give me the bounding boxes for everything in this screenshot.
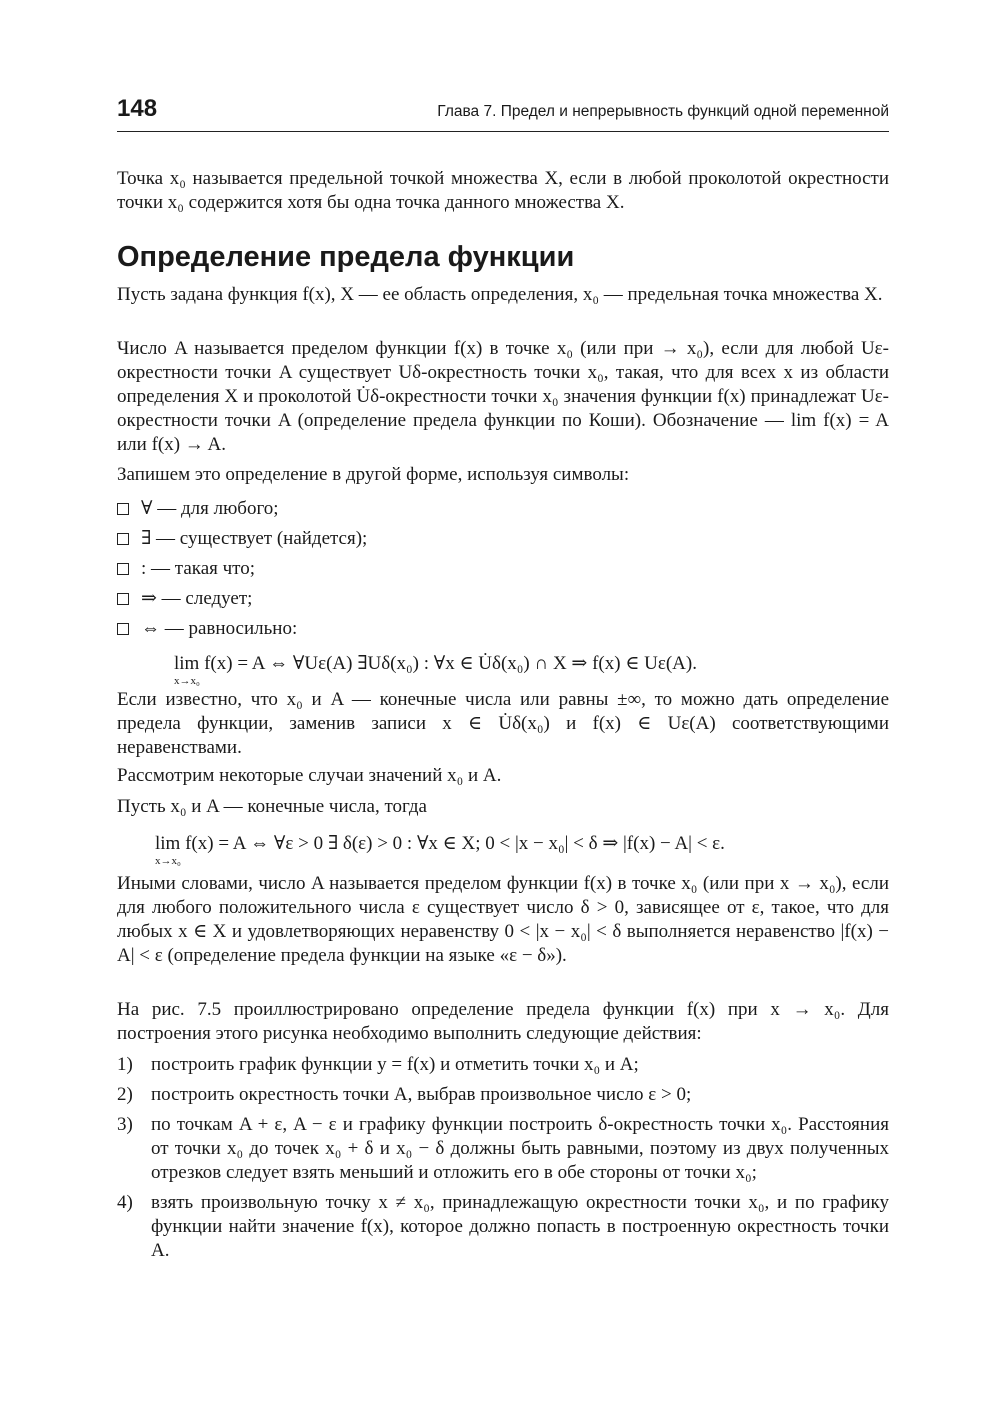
paragraph-5: Рассмотрим некоторые случаи значений x₀ и A. bbox=[117, 765, 502, 786]
steps-list bbox=[117, 1053, 889, 1263]
checkbox-bullet-icon bbox=[117, 563, 129, 575]
formula-1-limit-subscript: x→x₀ bbox=[174, 675, 200, 687]
paragraph-6: Пусть x₀ и A — конечные числа, тогда bbox=[117, 796, 427, 817]
chapter-title: Глава 7. Предел и непрерывность функций одной переменной bbox=[437, 103, 889, 120]
list-item: ⇔ — равносильно: bbox=[117, 614, 889, 644]
checkbox-bullet-icon bbox=[117, 503, 129, 515]
formula-1: lim f(x) = A ⇔ ∀Uε(A) ∃Uδ(x₀) : ∀x ∈ U̇δ(x₀) ∩ X ⇒ f(x) ∈ Uε(A). x→x₀ bbox=[174, 652, 889, 687]
formula-2-limit-subscript: x→x₀ bbox=[155, 855, 181, 867]
checkbox-bullet-icon bbox=[117, 533, 129, 545]
paragraph-2: Число A называется пределом функции f(x) в точке x₀ (или при → x₀), если для любой Uε-окрестности точки A существует Uδ-окрестность точки x₀, такая, что для всех x из области определения X и проколотой U̇δ-окрестности точки x₀ значения функции f(x) принадлежат Uε-окрестности точки A (определение предела функции по Коши). Обозначение — lim f(x) = A или f(x) → A. bbox=[117, 338, 889, 455]
list-item: 3) по точкам A + ε, A − ε и графику функции построить δ-окрестность точки x₀. Расстояния от точки x₀ до точек x₀ + δ и x₀ − δ должны быть равными, поэтому из двух полученных отрезков следует взять меньший и отложить его в обе стороны от точки x₀; bbox=[117, 1114, 889, 1183]
section-title: Определение предела функции bbox=[117, 241, 575, 273]
paragraph-8: На рис. 7.5 проиллюстрировано определение предела функции f(x) при x → x₀. Для построения этого рисунка необходимо выполнить следующие действия: bbox=[117, 999, 889, 1044]
list-item: ∀ — для любого; bbox=[117, 494, 889, 524]
list-item: ∃ — существует (найдется); bbox=[117, 524, 889, 554]
symbols-list bbox=[117, 494, 889, 644]
running-header bbox=[117, 95, 889, 132]
formula-2: lim f(x) = A ⇔ ∀ε > 0 ∃ δ(ε) > 0 : ∀x ∈ X; 0 < |x − x₀| < δ ⇒ |f(x) − A| < ε. x→x₀ bbox=[155, 832, 889, 867]
paragraph-4: Если известно, что x₀ и A — конечные числа или равны ±∞, то можно дать определение предела функции, заменив записи x ∈ U̇δ(x₀) и f(x) ∈ Uε(A) соответствующими неравенствами. bbox=[117, 689, 889, 758]
paragraph-7: Иными словами, число A называется пределом функции f(x) в точке x₀ (или при x → x₀), если для любого положительного числа ε существует число δ > 0, зависящее от ε, такое, что для любых x ∈ X и удовлетворяющих неравенству 0 < |x − x₀| < δ выполняется неравенство |f(x) − A| < ε (определение предела функции на языке «ε − δ»). bbox=[117, 873, 889, 966]
list-item: 1) построить график функции y = f(x) и отметить точки x₀ и A; bbox=[117, 1054, 639, 1075]
list-item: 2) построить окрестность точки A, выбрав произвольное число ε > 0; bbox=[117, 1084, 692, 1105]
intro-paragraph: Точка x₀ называется предельной точкой множества X, если в любой проколотой окрестности точки x₀ содержится хотя бы одна точка данного множества X. bbox=[117, 168, 889, 213]
list-item: ⇒ — следует; bbox=[117, 584, 889, 614]
checkbox-bullet-icon bbox=[117, 623, 129, 635]
paragraph-1: Пусть задана функция f(x), X — ее область определения, x₀ — предельная точка множества X. bbox=[117, 284, 883, 305]
list-item: : — такая что; bbox=[117, 554, 889, 584]
list-item: 4) взять произвольную точку x ≠ x₀, принадлежащую окрестности точки x₀, и по графику функции найти значение f(x), которое должно попасть в построенную окрестность точки A. bbox=[117, 1192, 889, 1261]
page bbox=[117, 95, 889, 132]
paragraph-3: Запишем это определение в другой форме, используя символы: bbox=[117, 464, 630, 485]
checkbox-bullet-icon bbox=[117, 593, 129, 605]
page-number: 148 bbox=[117, 95, 158, 122]
